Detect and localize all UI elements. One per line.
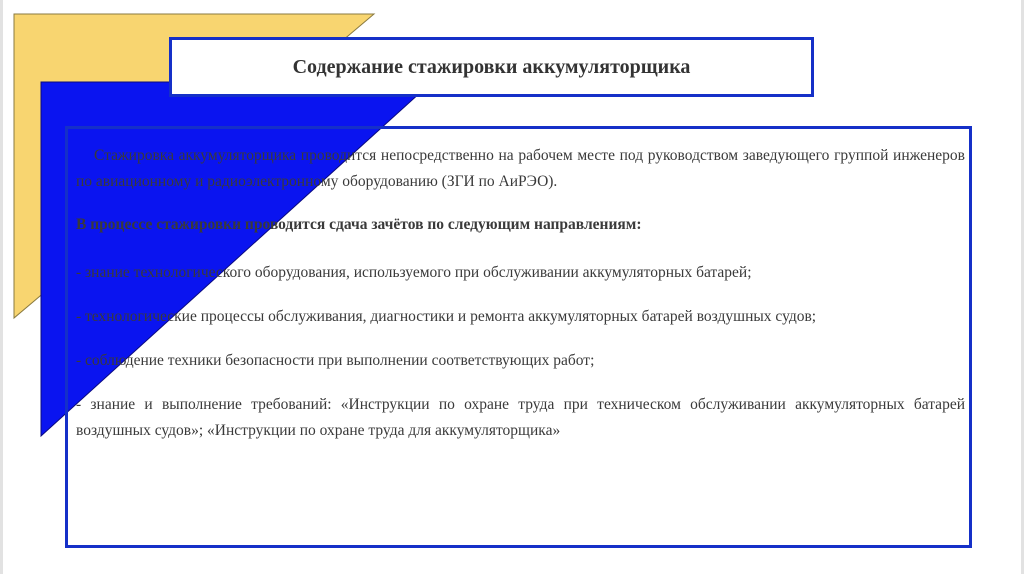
content-box [65,126,972,548]
list-item: - знание технологического оборудования, используемого при обслуживании аккумуляторных батарей; [76,264,752,281]
page-title: Содержание стажировки аккумуляторщика [292,55,691,78]
title-box [169,37,814,97]
list-item: - соблюдение техники безопасности при выполнении соответствующих работ; [76,352,595,369]
list-item: - знание и выполнение требований: «Инструкции по охране труда при техническом обслуживании аккумуляторных батарей воздушных судов»; «Инструкции по охране труда для аккумуляторщика» [76,396,965,439]
intro-paragraph: Стажировка аккумуляторщика проводится непосредственно на рабочем месте под руководством заведующего группой инженеров по авиационному и радиоэлектронному оборудованию (ЗГИ по АиРЭО). [76,147,965,190]
lead-in-paragraph: В процессе стажировки проводится сдача зачётов по следующим направлениям: [76,216,642,233]
content-text [76,143,965,444]
list-item: - технологические процессы обслуживания, диагностики и ремонта аккумуляторных батарей воздушных судов; [76,308,817,325]
